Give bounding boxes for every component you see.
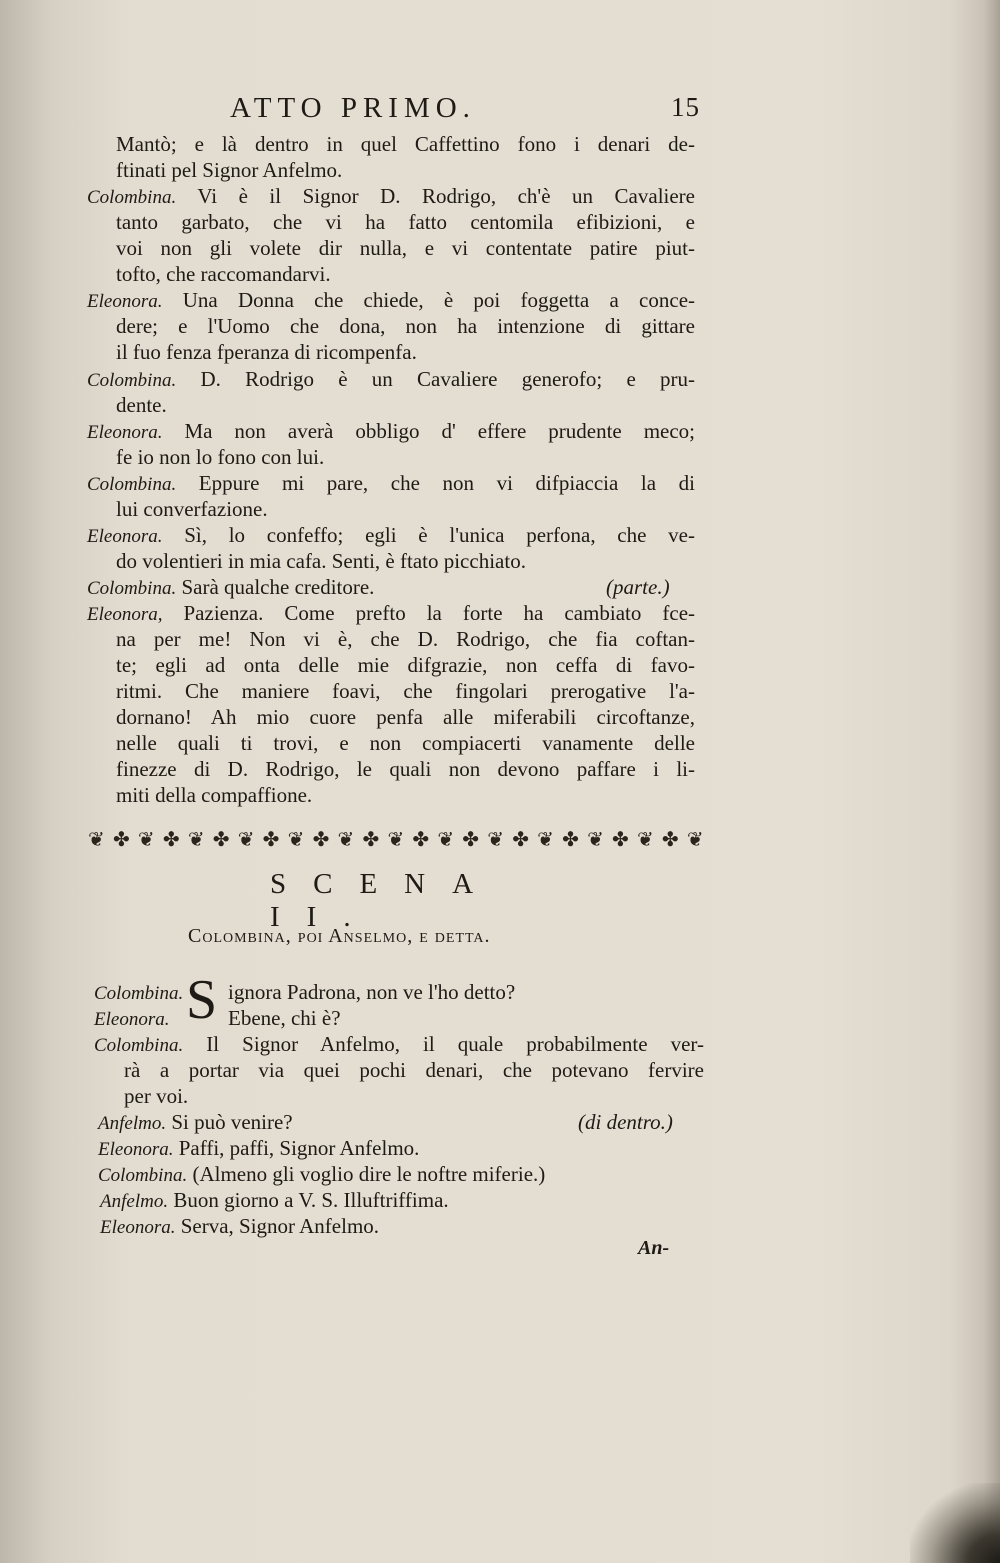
speaker-name-line [94, 979, 183, 1007]
dialogue-line [87, 574, 374, 602]
fleuron-icon: ✤ [512, 829, 529, 851]
fleuron-icon: ❦ [437, 829, 455, 851]
dialogue-line [98, 1135, 419, 1163]
page-number: 15 [671, 92, 700, 122]
fleuron-icon: ❦ [237, 829, 255, 851]
dialogue-line [87, 366, 695, 394]
fleuron-icon: ❦ [387, 829, 405, 851]
dialogue-line [100, 1213, 379, 1241]
speaker-name: Eleonora. [100, 1217, 176, 1238]
fleuron-icon: ❦ [187, 829, 205, 851]
body-line: per voi. [124, 1084, 189, 1108]
fleuron-icon: ❦ [337, 829, 355, 851]
body-line: tofto, che raccomandarvi. [116, 262, 331, 286]
body-line: rà a portar via quei pochi denari, che potevano fervire [124, 1058, 704, 1082]
fleuron-icon: ❦ [287, 829, 305, 851]
speech-text: Una Donna che chiede, è poi foggetta a conce- [182, 288, 696, 312]
dialogue-line [100, 1187, 449, 1215]
fleuron-icon: ✤ [112, 829, 130, 851]
speaker-name: Colombina. [98, 1165, 188, 1186]
body-line: il fuo fenza fperanza di ricompenfa. [116, 340, 417, 364]
stage-direction: (di dentro.) [578, 1110, 673, 1134]
fleuron-icon: ✤ [412, 829, 430, 851]
body-line: fe io non lo fono con lui. [116, 445, 325, 469]
fleuron-icon: ✤ [162, 829, 180, 851]
dialogue-line [98, 1161, 545, 1189]
speech-text: D. Rodrigo è un Cavaliere generofo; e pru- [200, 367, 695, 391]
speaker-name-line [94, 1005, 169, 1033]
drop-cap: S [186, 969, 218, 1031]
body-line: nelle quali ti trovi, e non compiacerti vanamente delle [116, 731, 695, 755]
catchword: An- [638, 1237, 670, 1259]
fleuron-icon: ✤ [462, 829, 480, 851]
speech-text: Pazienza. Come prefto la forte ha cambiato fce- [183, 601, 696, 625]
body-line: voi non gli volete dir nulla, e vi contentate patire piut- [116, 236, 695, 260]
body-line: finezze di D. Rodrigo, le quali non devono paffare i li- [116, 757, 695, 781]
body-line: dere; e l'Uomo che dona, non ha intenzione di gittare [116, 314, 695, 338]
dialogue-line [94, 1031, 704, 1059]
body-line: dente. [116, 393, 167, 417]
body-line: lui converfazione. [116, 497, 268, 521]
dialogue-line [87, 183, 695, 211]
fleuron-icon: ✤ [562, 829, 579, 851]
speaker-name: Colombina. [87, 370, 177, 391]
fleuron-icon: ✤ [312, 829, 330, 851]
speaker-name: Anfelmo. [98, 1113, 167, 1134]
dialogue-line [87, 470, 695, 498]
body-line: dornano! Ah mio cuore penfa alle miferabili circoftanze, [116, 705, 695, 729]
speaker-name: Colombina. [87, 474, 177, 495]
body-line: do volentieri in mia cafa. Senti, è ftato picchiato. [116, 549, 526, 573]
dramatis-personae: Colombina, poi Anselmo, e detta. [188, 925, 491, 947]
speaker-name: Colombina. [94, 983, 184, 1004]
dialogue-line [87, 287, 695, 315]
fleuron-icon: ❦ [537, 829, 554, 851]
fleuron-icon: ❦ [636, 829, 654, 851]
running-header [230, 92, 700, 128]
header-title: ATTO PRIMO. [230, 92, 476, 124]
fleuron-icon: ❦ [88, 829, 105, 851]
body-line: ritmi. Che maniere foavi, che fingolari prerogative l'a- [116, 679, 695, 703]
speech-text: (Almeno gli voglio dire le noftre miferie.) [192, 1162, 546, 1186]
speaker-name: Colombina. [94, 1035, 184, 1056]
fleuron-icon: ❦ [487, 829, 505, 851]
fleuron-icon: ❦ [686, 829, 704, 851]
fleuron-icon: ✤ [212, 829, 230, 851]
speaker-name: Anfelmo. [100, 1191, 169, 1212]
page-edge-shadow [984, 0, 1000, 1563]
fleuron-icon: ❦ [587, 829, 604, 851]
speech-text: Eppure mi pare, che non vi difpiaccia la di [198, 471, 695, 495]
corner-shadow [910, 1483, 1000, 1563]
fleuron-icon: ✤ [612, 829, 629, 851]
dialogue-line [98, 1109, 293, 1137]
fleuron-icon: ✤ [661, 829, 679, 851]
speaker-name: Eleonora. [87, 422, 163, 443]
body-line: miti della compaffione. [116, 783, 313, 807]
stage-direction: (parte.) [606, 575, 670, 599]
fleuron-icon: ❦ [137, 829, 155, 851]
speech-text: Vi è il Signor D. Rodrigo, ch'è un Cavaliere [197, 184, 695, 208]
speaker-name: Eleonora. [94, 1009, 170, 1030]
body-line: tanto garbato, che vi ha fatto centomila efibizioni, e [116, 210, 695, 234]
ornamental-divider [88, 828, 704, 852]
body-line: ftinati pel Signor Anfelmo. [116, 158, 343, 182]
speaker-name: Eleonora, [87, 604, 163, 625]
fleuron-icon: ✤ [262, 829, 280, 851]
speech-text: Ma non averà obbligo d' effere prudente meco; [184, 419, 696, 443]
speech-text: Si può venire? [171, 1110, 293, 1134]
speech-text: ignora Padrona, non ve l'ho detto? [228, 980, 516, 1004]
speech-text: Buon giorno a V. S. Illuftriffima. [173, 1188, 449, 1212]
speech-text: Sarà qualche creditore. [181, 575, 375, 599]
dialogue-line [87, 600, 695, 628]
scene-heading: SCENA II. [270, 868, 499, 933]
speech-text: Ebene, chi è? [228, 1006, 341, 1030]
speech-text: Paffi, paffi, Signor Anfelmo. [178, 1136, 420, 1160]
speech-text: Serva, Signor Anfelmo. [180, 1214, 380, 1238]
body-line: Mantò; e là dentro in quel Caffettino fono i denari de- [116, 132, 695, 156]
speech-text: Sì, lo confeffo; egli è l'unica perfona, che ve- [184, 523, 695, 547]
speech-text: Il Signor Anfelmo, il quale probabilmente ver- [206, 1032, 704, 1056]
dialogue-line [87, 522, 695, 550]
speaker-name: Colombina. [87, 187, 177, 208]
speaker-name: Eleonora. [98, 1139, 174, 1160]
fleuron-icon: ✤ [362, 829, 380, 851]
speaker-name: Eleonora. [87, 526, 163, 547]
speaker-name: Eleonora. [87, 291, 163, 312]
dialogue-line [87, 418, 695, 446]
body-line: te; egli ad onta delle mie difgrazie, non ceffa di favo- [116, 653, 695, 677]
body-line: na per me! Non vi è, che D. Rodrigo, che fia coftan- [116, 627, 695, 651]
speaker-name: Colombina. [87, 578, 177, 599]
